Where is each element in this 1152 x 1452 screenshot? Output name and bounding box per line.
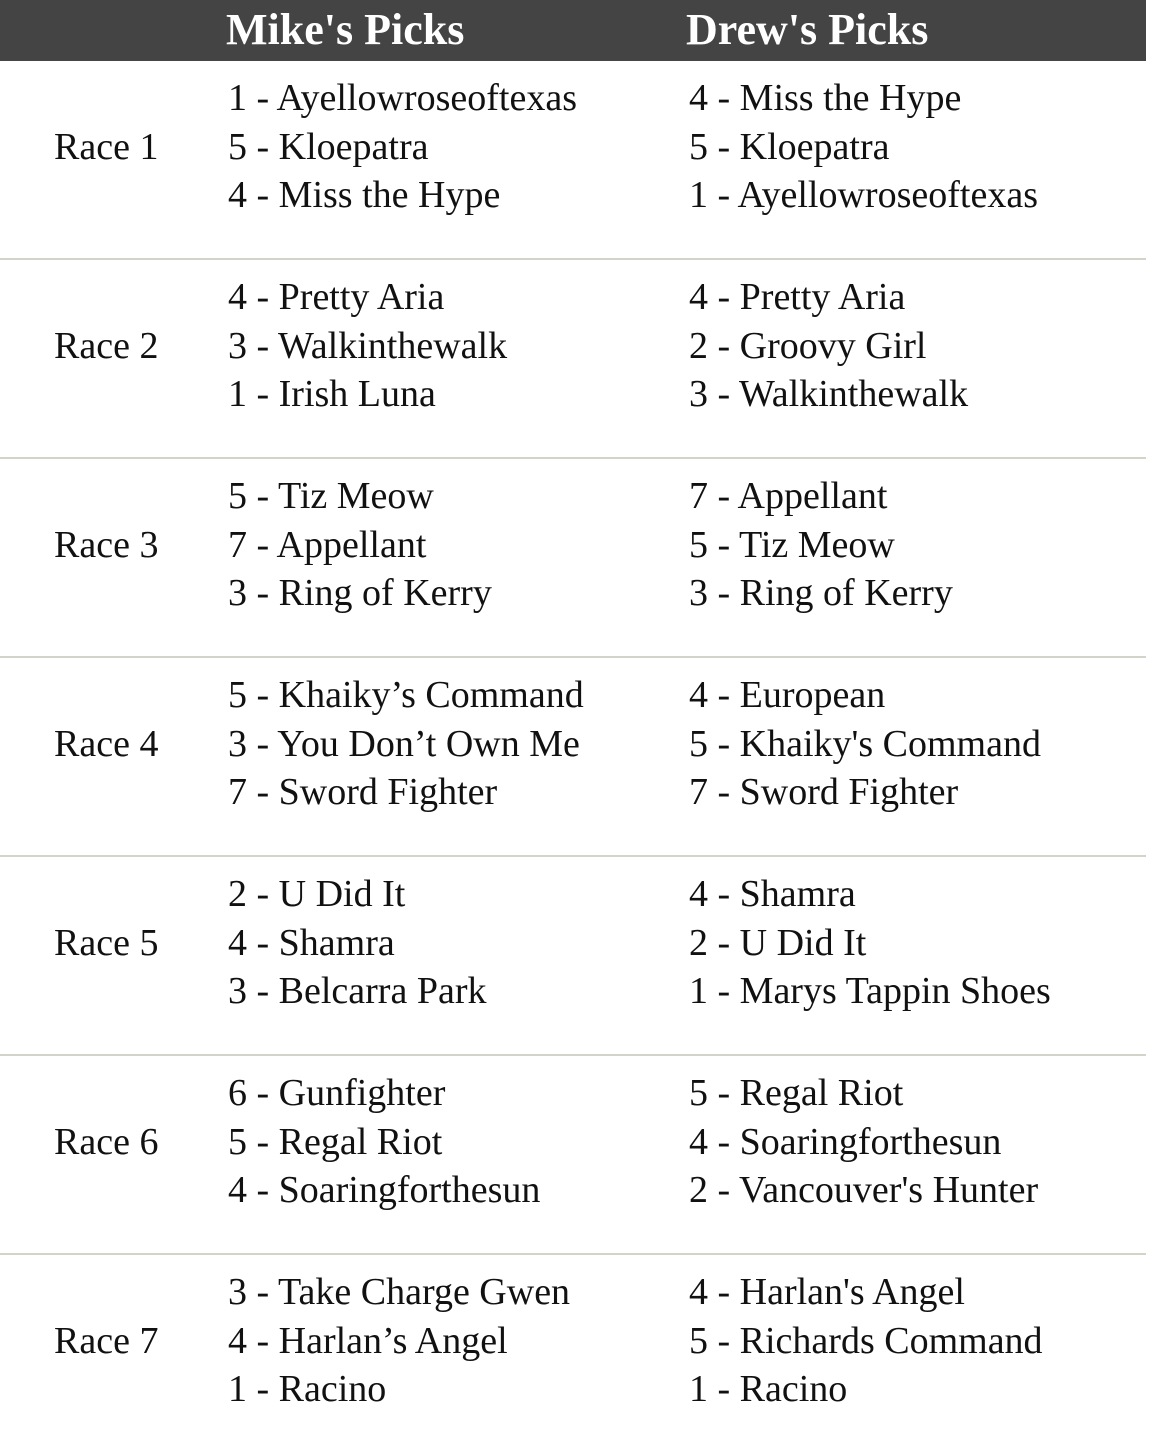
mike-picks-list	[228, 870, 487, 1016]
mike-picks-list	[228, 1268, 570, 1414]
mike-pick: 3 - Ring of Kerry	[228, 572, 492, 614]
drew-pick: 1 - Racino	[689, 1368, 848, 1410]
drew-picks-list	[689, 1268, 1043, 1414]
drew-pick: 2 - Vancouver's Hunter	[689, 1169, 1039, 1211]
drew-pick: 4 - Pretty Aria	[689, 276, 906, 318]
mike-pick: 1 - Ayellowroseoftexas	[228, 77, 577, 119]
mike-pick: 4 - Harlan’s Angel	[228, 1319, 508, 1362]
drew-pick: 5 - Tiz Meow	[689, 523, 895, 566]
mike-pick: 5 - Regal Riot	[228, 1120, 443, 1163]
mike-pick: 6 - Gunfighter	[228, 1072, 446, 1114]
race-label: Race 4	[54, 723, 159, 765]
mike-pick: 5 - Kloepatra	[228, 125, 429, 168]
drew-pick: 2 - U Did It	[689, 921, 867, 964]
drew-picks-list	[689, 472, 953, 618]
mike-pick: 3 - Belcarra Park	[228, 970, 487, 1012]
drew-pick: 3 - Walkinthewalk	[689, 373, 969, 415]
race-label: Race 5	[54, 922, 159, 964]
table-row	[0, 61, 1146, 260]
drew-pick: 4 - Miss the Hype	[689, 77, 962, 119]
mike-pick: 1 - Racino	[228, 1368, 387, 1410]
drew-pick: 4 - Harlan's Angel	[689, 1271, 965, 1313]
drew-pick: 4 - Soaringforthesun	[689, 1120, 1002, 1163]
mike-pick: 3 - Take Charge Gwen	[228, 1271, 571, 1313]
drew-pick: 5 - Richards Command	[689, 1319, 1043, 1362]
drew-pick: 1 - Marys Tappin Shoes	[689, 970, 1051, 1012]
mike-pick: 4 - Pretty Aria	[228, 276, 445, 318]
mike-picks-list	[228, 1069, 540, 1215]
drew-picks-list	[689, 74, 1038, 220]
drew-picks-list	[689, 273, 968, 419]
mike-pick: 5 - Khaiky’s Command	[228, 674, 584, 716]
drew-picks-list	[689, 671, 1041, 817]
drew-picks-list	[689, 1069, 1038, 1215]
mike-pick: 4 - Miss the Hype	[228, 174, 501, 216]
mike-picks-list	[228, 273, 507, 419]
drew-pick: 2 - Groovy Girl	[689, 324, 927, 367]
table-row	[0, 459, 1146, 658]
drew-pick: 7 - Sword Fighter	[689, 771, 959, 813]
drew-pick: 1 - Ayellowroseoftexas	[689, 174, 1038, 216]
race-label: Race 7	[54, 1320, 159, 1362]
column-header-mike-picks: Mike's Picks	[226, 5, 465, 54]
drew-pick: 3 - Ring of Kerry	[689, 572, 953, 614]
mike-pick: 3 - You Don’t Own Me	[228, 722, 580, 765]
mike-pick: 3 - Walkinthewalk	[228, 324, 508, 367]
drew-pick: 7 - Appellant	[689, 475, 888, 517]
mike-pick: 1 - Irish Luna	[228, 373, 436, 415]
race-label: Race 1	[54, 126, 159, 168]
table-row	[0, 1255, 1146, 1452]
mike-pick: 7 - Sword Fighter	[228, 771, 498, 813]
drew-pick: 4 - Shamra	[689, 873, 856, 915]
drew-pick: 5 - Khaiky's Command	[689, 722, 1041, 765]
drew-pick: 5 - Kloepatra	[689, 125, 890, 168]
column-header-drew-picks: Drew's Picks	[686, 5, 929, 54]
drew-pick: 5 - Regal Riot	[689, 1072, 904, 1114]
table-header	[0, 0, 1146, 61]
mike-pick: 4 - Soaringforthesun	[228, 1169, 541, 1211]
mike-pick: 7 - Appellant	[228, 523, 427, 566]
mike-pick: 5 - Tiz Meow	[228, 475, 434, 517]
mike-pick: 2 - U Did It	[228, 873, 406, 915]
drew-pick: 4 - European	[689, 674, 886, 716]
race-label: Race 6	[54, 1121, 159, 1163]
race-label: Race 2	[54, 325, 159, 367]
table-row	[0, 1056, 1146, 1255]
mike-pick: 4 - Shamra	[228, 921, 395, 964]
table-row	[0, 658, 1146, 857]
mike-picks-list	[228, 671, 584, 817]
table-row	[0, 857, 1146, 1056]
race-label: Race 3	[54, 524, 159, 566]
drew-picks-list	[689, 870, 1051, 1016]
table-row	[0, 260, 1146, 459]
picks-table-body	[0, 61, 1146, 1452]
mike-picks-list	[228, 472, 492, 618]
mike-picks-list	[228, 74, 577, 220]
